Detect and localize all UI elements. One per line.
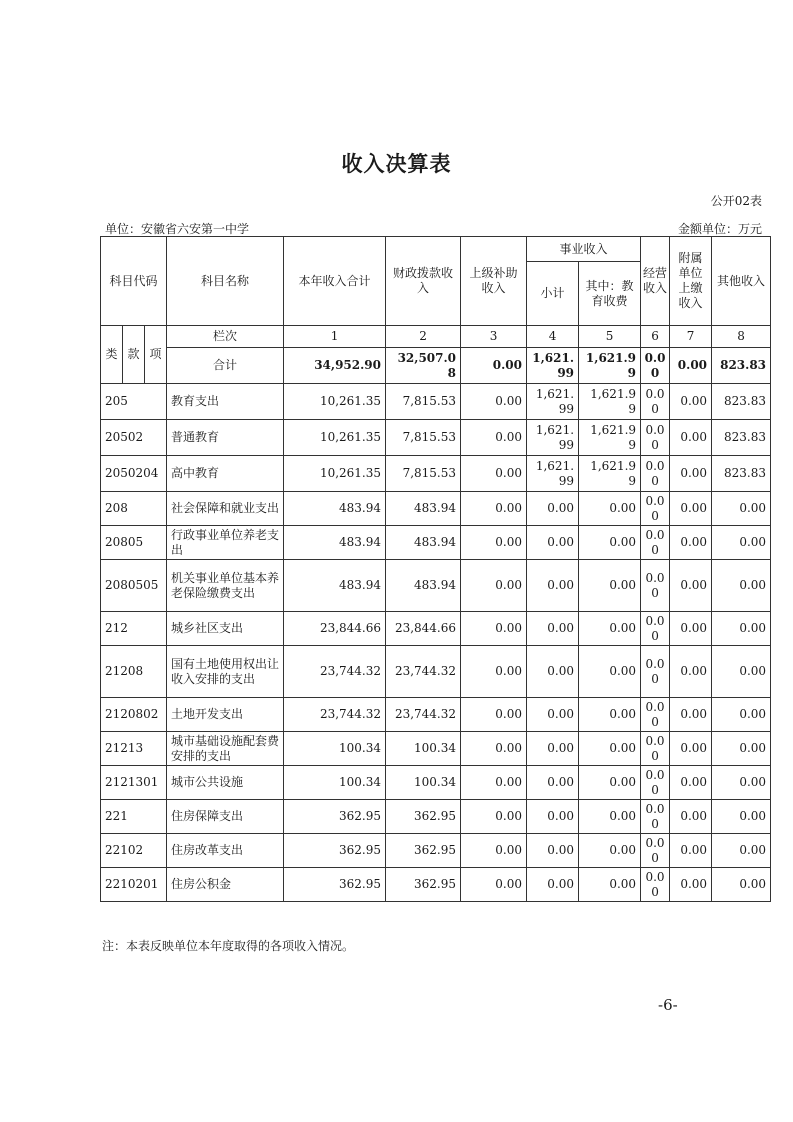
row-code: 208 [101,492,167,526]
row-superior: 0.00 [461,456,527,492]
row-code: 212 [101,612,167,646]
money-unit-label: 金额单位：万元 [677,222,762,236]
row-affiliated: 0.00 [670,384,712,420]
table-row [101,612,771,646]
row-fiscal: 23,844.66 [386,612,461,646]
row-other: 0.00 [712,526,771,560]
row-total: 23,744.32 [284,646,386,698]
total-subtotal: 1,621.99 [527,348,579,384]
row-superior: 0.00 [461,732,527,766]
row-name: 城市基础设施配套费安排的支出 [167,732,284,766]
col-number: 5 [579,326,641,348]
row-operating: 0.00 [641,868,670,902]
row-operating: 0.00 [641,560,670,612]
row-fiscal: 100.34 [386,766,461,800]
header-other: 其他收入 [712,237,771,326]
row-affiliated: 0.00 [670,732,712,766]
total-operating: 0.00 [641,348,670,384]
col-number: 2 [386,326,461,348]
row-operating: 0.00 [641,526,670,560]
row-superior: 0.00 [461,868,527,902]
row-fiscal: 483.94 [386,560,461,612]
row-code: 2120802 [101,698,167,732]
row-fiscal: 23,744.32 [386,646,461,698]
row-name: 住房改革支出 [167,834,284,868]
page-title: 收入决算表 [341,152,452,176]
row-name: 住房保障支出 [167,800,284,834]
row-affiliated: 0.00 [670,646,712,698]
row-other: 0.00 [712,492,771,526]
row-name: 机关事业单位基本养老保险缴费支出 [167,560,284,612]
row-code: 205 [101,384,167,420]
col-number: 4 [527,326,579,348]
row-subtotal: 0.00 [527,560,579,612]
row-other: 0.00 [712,868,771,902]
header-name: 科目名称 [167,237,284,326]
row-subtotal: 1,621.99 [527,420,579,456]
total-total: 34,952.90 [284,348,386,384]
row-code: 20805 [101,526,167,560]
row-superior: 0.00 [461,492,527,526]
row-total: 483.94 [284,526,386,560]
header-subtotal: 小计 [527,262,579,326]
row-edu-fee: 0.00 [579,868,641,902]
row-subtotal: 0.00 [527,698,579,732]
header-fiscal: 财政拨款收入 [386,237,461,326]
row-subtotal: 0.00 [527,766,579,800]
table-row [101,800,771,834]
row-name: 教育支出 [167,384,284,420]
table-row [101,868,771,902]
table-row [101,384,771,420]
row-total: 23,844.66 [284,612,386,646]
row-code: 22102 [101,834,167,868]
row-affiliated: 0.00 [670,800,712,834]
col-number: 8 [712,326,771,348]
row-superior: 0.00 [461,766,527,800]
table-row [101,698,771,732]
row-edu-fee: 0.00 [579,560,641,612]
row-total: 483.94 [284,492,386,526]
row-total: 23,744.32 [284,698,386,732]
table-row [101,766,771,800]
row-affiliated: 0.00 [670,612,712,646]
page-number: -6- [658,996,678,1014]
row-fiscal: 362.95 [386,834,461,868]
row-superior: 0.00 [461,384,527,420]
row-total: 362.95 [284,868,386,902]
row-code: 21208 [101,646,167,698]
row-total: 100.34 [284,766,386,800]
row-superior: 0.00 [461,800,527,834]
row-name: 城市公共设施 [167,766,284,800]
row-name: 普通教育 [167,420,284,456]
row-name: 行政事业单位养老支出 [167,526,284,560]
row-edu-fee: 0.00 [579,800,641,834]
total-edu-fee: 1,621.99 [579,348,641,384]
row-superior: 0.00 [461,834,527,868]
header-affiliated: 附属单位上缴收入 [670,237,712,326]
header-total: 本年收入合计 [284,237,386,326]
table-row [101,834,771,868]
row-name: 土地开发支出 [167,698,284,732]
row-fiscal: 7,815.53 [386,456,461,492]
row-name: 高中教育 [167,456,284,492]
header-column-index: 栏次 [167,326,284,348]
row-operating: 0.00 [641,420,670,456]
row-subtotal: 0.00 [527,612,579,646]
row-operating: 0.00 [641,732,670,766]
row-code: 221 [101,800,167,834]
row-total: 483.94 [284,560,386,612]
row-operating: 0.00 [641,492,670,526]
unit-label: 单位：安徽省六安第一中学 [105,222,250,236]
col-number: 1 [284,326,386,348]
row-other: 0.00 [712,800,771,834]
footnote: 注：本表反映单位本年度取得的各项收入情况。 [102,939,355,953]
row-total: 10,261.35 [284,456,386,492]
table-code: 公开02表 [710,194,762,208]
total-row [101,348,771,384]
table-row [101,646,771,698]
total-other: 823.83 [712,348,771,384]
header-xiang: 项 [145,326,167,384]
row-code: 2210201 [101,868,167,902]
row-operating: 0.00 [641,384,670,420]
header-superior: 上级补助收入 [461,237,527,326]
row-edu-fee: 1,621.99 [579,420,641,456]
row-affiliated: 0.00 [670,698,712,732]
row-edu-fee: 0.00 [579,698,641,732]
row-superior: 0.00 [461,526,527,560]
row-subtotal: 0.00 [527,834,579,868]
row-total: 362.95 [284,800,386,834]
row-other: 0.00 [712,612,771,646]
row-other: 823.83 [712,384,771,420]
table-row [101,492,771,526]
row-edu-fee: 0.00 [579,492,641,526]
row-fiscal: 362.95 [386,800,461,834]
total-affiliated: 0.00 [670,348,712,384]
row-fiscal: 7,815.53 [386,384,461,420]
row-subtotal: 0.00 [527,646,579,698]
row-superior: 0.00 [461,612,527,646]
row-affiliated: 0.00 [670,766,712,800]
row-code: 21213 [101,732,167,766]
row-fiscal: 7,815.53 [386,420,461,456]
col-number: 6 [641,326,670,348]
row-subtotal: 0.00 [527,492,579,526]
header-lei: 类 [101,326,123,384]
row-affiliated: 0.00 [670,834,712,868]
row-operating: 0.00 [641,834,670,868]
row-code: 2080505 [101,560,167,612]
row-fiscal: 362.95 [386,868,461,902]
table-row [101,420,771,456]
row-subtotal: 1,621.99 [527,384,579,420]
row-other: 0.00 [712,732,771,766]
row-code: 2121301 [101,766,167,800]
total-label: 合计 [167,348,284,384]
row-total: 100.34 [284,732,386,766]
header-edu-fee: 其中：教育收费 [579,262,641,326]
row-affiliated: 0.00 [670,492,712,526]
row-total: 10,261.35 [284,420,386,456]
row-affiliated: 0.00 [670,868,712,902]
row-total: 10,261.35 [284,384,386,420]
table-row [101,526,771,560]
row-subtotal: 0.00 [527,526,579,560]
header-kuan: 款 [123,326,145,384]
row-other: 0.00 [712,646,771,698]
row-operating: 0.00 [641,612,670,646]
row-fiscal: 100.34 [386,732,461,766]
income-table [100,236,771,902]
row-subtotal: 0.00 [527,868,579,902]
row-name: 国有土地使用权出让收入安排的支出 [167,646,284,698]
row-edu-fee: 0.00 [579,766,641,800]
row-edu-fee: 0.00 [579,526,641,560]
row-edu-fee: 0.00 [579,732,641,766]
row-operating: 0.00 [641,698,670,732]
row-code: 20502 [101,420,167,456]
row-other: 823.83 [712,420,771,456]
row-affiliated: 0.00 [670,560,712,612]
row-affiliated: 0.00 [670,526,712,560]
row-affiliated: 0.00 [670,420,712,456]
row-superior: 0.00 [461,420,527,456]
header-code: 科目代码 [101,237,167,326]
row-operating: 0.00 [641,646,670,698]
row-subtotal: 0.00 [527,800,579,834]
row-affiliated: 0.00 [670,456,712,492]
row-fiscal: 23,744.32 [386,698,461,732]
row-edu-fee: 1,621.99 [579,384,641,420]
header-business: 事业收入 [527,237,641,262]
table-row [101,732,771,766]
row-superior: 0.00 [461,560,527,612]
row-edu-fee: 0.00 [579,646,641,698]
row-edu-fee: 0.00 [579,612,641,646]
row-other: 0.00 [712,766,771,800]
col-number: 3 [461,326,527,348]
row-subtotal: 1,621.99 [527,456,579,492]
row-name: 社会保障和就业支出 [167,492,284,526]
total-fiscal: 32,507.08 [386,348,461,384]
row-other: 0.00 [712,560,771,612]
row-fiscal: 483.94 [386,492,461,526]
row-superior: 0.00 [461,646,527,698]
col-number: 7 [670,326,712,348]
row-fiscal: 483.94 [386,526,461,560]
row-operating: 0.00 [641,800,670,834]
row-other: 823.83 [712,456,771,492]
table-row [101,560,771,612]
row-superior: 0.00 [461,698,527,732]
row-name: 城乡社区支出 [167,612,284,646]
row-other: 0.00 [712,834,771,868]
row-operating: 0.00 [641,766,670,800]
row-edu-fee: 0.00 [579,834,641,868]
row-edu-fee: 1,621.99 [579,456,641,492]
table-row [101,456,771,492]
row-operating: 0.00 [641,456,670,492]
row-code: 2050204 [101,456,167,492]
row-other: 0.00 [712,698,771,732]
row-name: 住房公积金 [167,868,284,902]
row-total: 362.95 [284,834,386,868]
header-operating: 经营收入 [641,237,670,326]
row-subtotal: 0.00 [527,732,579,766]
total-superior: 0.00 [461,348,527,384]
